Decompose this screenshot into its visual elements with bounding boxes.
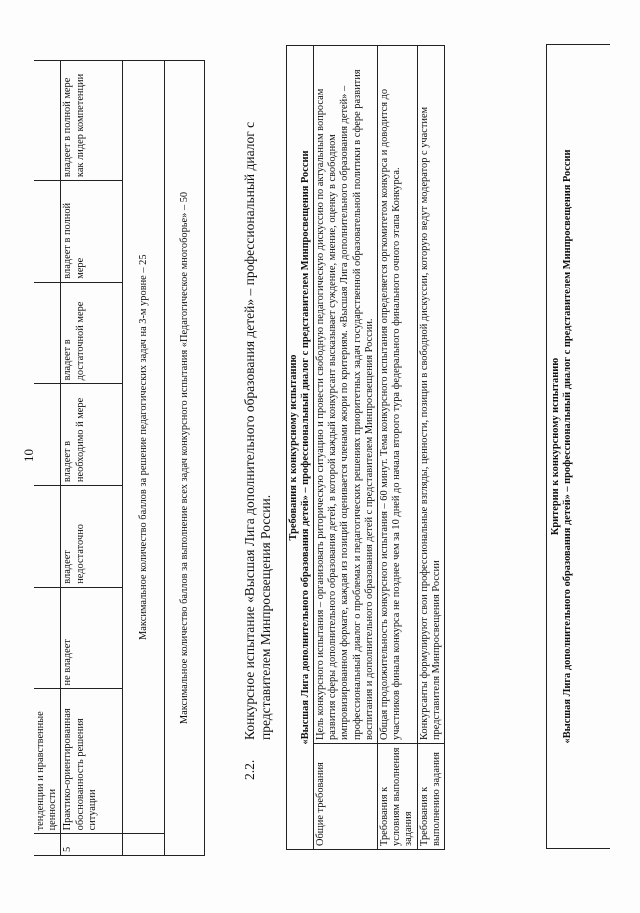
requirements-heading: Требования к конкурсному испытанию «Высшая Лига дополнительного образования детей» – профессиональный диалог с представителем Минпросвещения России bbox=[287, 46, 314, 850]
page-number: 10 bbox=[21, 449, 36, 462]
evaluation-table bbox=[34, 60, 205, 856]
level-cell: владеет в полной мере как лидер компетенции bbox=[61, 61, 123, 181]
requirement-text: Общая продолжительность конкурсного испытания – 60 минут. Тема конкурсного испытания определяется оргкомитетом конкурса и доводится до участников финала конкурса не позднее чем за 10 дней до начала второго тура федерального финального очного этапа Конкурса. bbox=[378, 46, 418, 744]
level-cell: не владеет bbox=[61, 587, 123, 689]
table-row bbox=[287, 46, 314, 850]
requirement-text: Цель конкурсного испытания – организовать риторическую ситуацию и провести свободную педагогическую дискуссию по актуальным вопросам развития сферы дополнительного образования детей, в которой каждый конкурсант высказывает суждение, мнение, оценку в свободном импровизированном формате, каждая из позиций оценивается членами жюри по критериям. «Высшая Лига дополнительного образования детей» – профессиональный диалог о проблемах и педагогических решениях приоритетных задач государственной образовательной политики в сфере развития воспитания и дополнительного образования детей с представителем Минпросвещения России. bbox=[314, 46, 378, 744]
table-row bbox=[417, 46, 444, 850]
max-score-total: Максимальное количество баллов за выполнение всех задач конкурсного испытания «Педагогическое многоборье» – 50 bbox=[165, 61, 205, 856]
section-number: 2.2. bbox=[242, 759, 257, 780]
requirements-table bbox=[286, 45, 445, 850]
criterion-cell: тенденции и нравственные ценности bbox=[34, 689, 61, 834]
table-row bbox=[314, 46, 378, 850]
level-cell: владеет в полной мере bbox=[61, 181, 123, 283]
requirement-text: Конкурсанты формулируют свои профессиональные взгляды, ценности, позиции в свободной дискуссии, которую ведут модератор с участием представителя Минпросвещения России bbox=[417, 46, 444, 744]
requirement-label: Требования к условиям выполнения задания bbox=[378, 744, 418, 850]
table-row bbox=[61, 61, 123, 856]
requirement-label: Требования к выполнению задания bbox=[417, 744, 444, 850]
requirement-label: Общие требования bbox=[314, 744, 378, 850]
level-cell: владеет в необходимо й мере bbox=[61, 384, 123, 486]
level-cell: владеет в достаточной мере bbox=[61, 282, 123, 384]
table-row bbox=[378, 46, 418, 850]
row-number: 5 bbox=[61, 834, 123, 856]
max-score-level3: Максимальное количество баллов за решение педагогических задач на 3-м уровне – 25 bbox=[123, 61, 165, 834]
criterion-cell: Практико-ориентированная обоснованность решения ситуации bbox=[61, 689, 123, 834]
section-title: Конкурсное испытание «Высшая Лига дополнительного образования детей» – профессиональный диалог с представителем Минпросвещения России. bbox=[242, 121, 273, 740]
criteria-heading: Критерии к конкурсному испытанию «Высшая Лига дополнительного образования детей» – профессиональный диалог с представителем Минпросвещения России bbox=[546, 44, 610, 849]
table-row bbox=[123, 61, 165, 856]
table-row bbox=[34, 61, 61, 856]
table-row bbox=[165, 61, 205, 856]
level-cell: владеет недостаточно bbox=[61, 486, 123, 588]
